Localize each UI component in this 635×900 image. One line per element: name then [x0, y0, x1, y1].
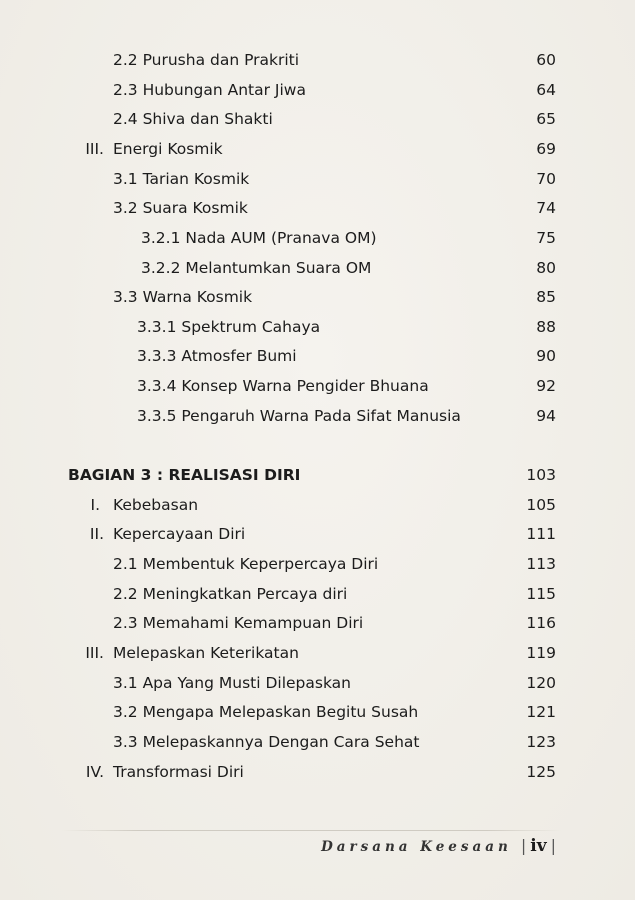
- toc-entry-page: 75: [536, 229, 556, 247]
- toc-entry-page: 85: [536, 288, 556, 306]
- toc-entry-label: 3.1 Tarian Kosmik: [113, 170, 250, 188]
- toc-entry-label: 3.2.1 Nada AUM (Pranava OM): [141, 229, 377, 247]
- toc-entry-label: 2.4 Shiva dan Shakti: [113, 110, 273, 128]
- toc-entry-page: 94: [536, 407, 556, 425]
- toc-entry-label: 3.3 Melepaskannya Dengan Cara Sehat: [113, 733, 420, 751]
- toc-entry-page: 90: [536, 347, 556, 365]
- footer-separator-right: |: [550, 836, 556, 855]
- toc-entry-page: 123: [526, 733, 556, 751]
- toc-entry-page: 116: [526, 614, 556, 632]
- toc-entry[interactable]: [113, 671, 556, 695]
- toc-entry-label: 3.3.5 Pengaruh Warna Pada Sifat Manusia: [137, 407, 461, 425]
- toc-entry-label: 2.2 Purusha dan Prakriti: [113, 51, 300, 69]
- footer-separator-left: |: [520, 836, 527, 855]
- toc-chapter-label: Energi Kosmik: [113, 140, 223, 158]
- toc-entry-page: 88: [536, 318, 556, 336]
- toc-entry[interactable]: [113, 582, 556, 606]
- toc-entry-page: 92: [536, 377, 556, 395]
- toc-entry-label: 3.3.4 Konsep Warna Pengider Bhuana: [137, 377, 429, 395]
- footer-divider: [62, 830, 562, 831]
- toc-chapter-label: Kepercayaan Diri: [113, 525, 246, 543]
- toc-entry-page: 115: [526, 585, 556, 603]
- toc-entry[interactable]: [113, 730, 556, 754]
- toc-entry-label: 3.2 Suara Kosmik: [113, 199, 248, 217]
- toc-subentry[interactable]: [137, 404, 556, 428]
- toc-entry-label: 2.2 Meningkatkan Percaya diri: [113, 585, 348, 603]
- toc-entry-label: 3.2.2 Melantumkan Suara OM: [141, 259, 372, 277]
- toc-chapter-page: 119: [526, 644, 556, 662]
- toc-entry-page: 65: [536, 110, 556, 128]
- toc-chapter-melepaskan-keterikatan[interactable]: [64, 641, 556, 665]
- toc-entry-page: 121: [526, 703, 556, 721]
- toc-part-heading[interactable]: [68, 463, 556, 487]
- toc-entry-label: 3.3 Warna Kosmik: [113, 288, 253, 306]
- toc-chapter-numeral: II.: [89, 525, 104, 543]
- toc-chapter-page: 111: [526, 525, 556, 543]
- toc-entry-page: 60: [536, 51, 556, 69]
- toc-entry[interactable]: [113, 196, 556, 220]
- toc-entry-page: 70: [536, 170, 556, 188]
- toc-entry-label: 3.1 Apa Yang Musti Dilepaskan: [113, 674, 351, 692]
- toc-entry-page: 120: [526, 674, 556, 692]
- toc-chapter-page: 69: [536, 140, 556, 158]
- toc-chapter-numeral: III.: [85, 140, 104, 158]
- toc-entry[interactable]: [113, 552, 556, 576]
- toc-subentry[interactable]: [137, 374, 556, 398]
- toc-chapter-label: Transformasi Diri: [113, 763, 244, 781]
- toc-part-page: 103: [526, 466, 556, 484]
- toc-entry-label: 3.2 Mengapa Melepaskan Begitu Susah: [113, 703, 419, 721]
- toc-chapter-label: Melepaskan Keterikatan: [113, 644, 299, 662]
- toc-chapter-numeral: IV.: [85, 763, 104, 781]
- toc-subentry[interactable]: [137, 344, 556, 368]
- toc-entry-label: 2.3 Memahami Kemampuan Diri: [113, 614, 364, 632]
- toc-entry-label: 3.3.3 Atmosfer Bumi: [137, 347, 297, 365]
- toc-subentry[interactable]: [141, 226, 556, 250]
- running-footer: [321, 834, 560, 858]
- toc-chapter-energi-kosmik[interactable]: [64, 137, 556, 161]
- toc-entry-label: 2.1 Membentuk Keperpercaya Diri: [113, 555, 379, 573]
- toc-chapter-label: Kebebasan: [113, 496, 199, 514]
- toc-entry[interactable]: [113, 167, 556, 191]
- toc-entry[interactable]: [113, 700, 556, 724]
- toc-chapter-transformasi-diri[interactable]: [64, 760, 556, 784]
- toc-entry-label: 2.3 Hubungan Antar Jiwa: [113, 81, 306, 99]
- toc-entry-page: 113: [526, 555, 556, 573]
- toc-entry[interactable]: [113, 107, 556, 131]
- toc-chapter-page: 105: [526, 496, 556, 514]
- toc-entry-page: 80: [536, 259, 556, 277]
- toc-subentry[interactable]: [137, 315, 556, 339]
- toc-subentry[interactable]: [141, 256, 556, 280]
- toc-entry[interactable]: [113, 78, 556, 102]
- toc-chapter-kebebasan[interactable]: [60, 493, 556, 517]
- footer-book-title: Darsana Keesaan: [321, 839, 512, 855]
- toc-chapter-numeral: I.: [90, 496, 100, 514]
- toc-entry-page: 74: [536, 199, 556, 217]
- toc-entry[interactable]: [113, 611, 556, 635]
- toc-part-label: BAGIAN 3 : REALISASI DIRI: [68, 466, 301, 484]
- toc-entry-label: 3.3.1 Spektrum Cahaya: [137, 318, 321, 336]
- toc-entry-page: 64: [536, 81, 556, 99]
- toc-chapter-numeral: III.: [85, 644, 104, 662]
- toc-chapter-kepercayaan-diri[interactable]: [64, 522, 556, 546]
- toc-chapter-page: 125: [526, 763, 556, 781]
- toc-entry[interactable]: [113, 285, 556, 309]
- toc-entry[interactable]: [113, 48, 556, 72]
- footer-page-number: iv: [530, 836, 547, 856]
